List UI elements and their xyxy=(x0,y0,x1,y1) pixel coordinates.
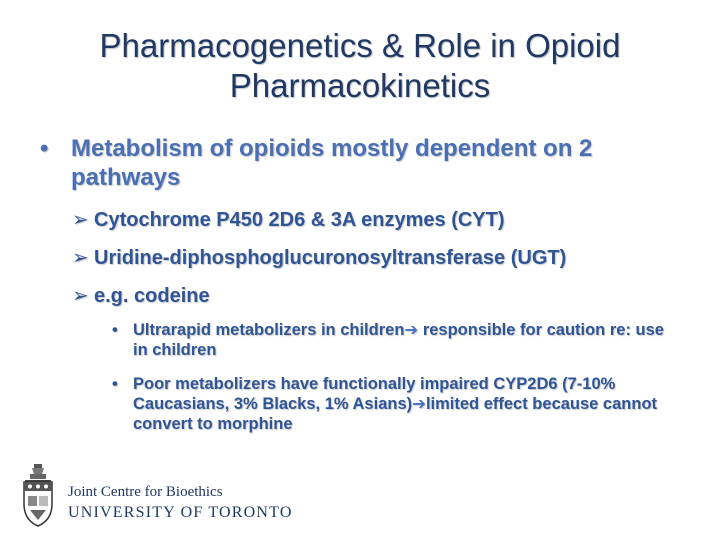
arrow-bullet-icon: ➢ xyxy=(72,247,89,269)
university-logo xyxy=(14,462,314,532)
subpoint-text: Cytochrome P450 2D6 & 3A enzymes (CYT) xyxy=(94,209,505,231)
right-arrow-icon: ➔ xyxy=(404,321,419,339)
arrow-bullet-icon: ➢ xyxy=(72,209,89,231)
subpoint-text: Uridine-diphosphoglucuronosyltransferase (UGT) xyxy=(94,247,567,269)
title-line-1: Pharmacogenetics & Role in Opioid xyxy=(99,27,621,64)
bullet-icon: • xyxy=(112,375,118,393)
detail-text-after: responsible for caution re: use in children xyxy=(133,321,664,359)
slide-title xyxy=(40,26,680,106)
university-crest-icon xyxy=(18,462,58,528)
detail-text xyxy=(133,374,678,434)
right-arrow-icon: ➔ xyxy=(412,395,426,413)
bullet-icon: • xyxy=(112,321,118,339)
bullet-text: Metabolism of opioids mostly dependent on 2 pathways xyxy=(71,135,593,191)
detail-text-after: limited effect because cannot convert to morphine xyxy=(133,395,658,433)
detail-text xyxy=(133,320,678,360)
subpoint-ugt xyxy=(72,245,566,271)
bullet-icon: • xyxy=(40,135,49,162)
subpoint-codeine xyxy=(72,283,210,309)
subpoint-text: e.g. codeine xyxy=(94,285,210,307)
title-line-2: Pharmacokinetics xyxy=(229,67,491,104)
arrow-bullet-icon: ➢ xyxy=(72,285,89,307)
detail-text-before: Poor metabolizers have functionally impaired CYP2D6 (7-10% Caucasians, 3% Blacks, 1% Asians) xyxy=(133,375,616,413)
logo-university-name: UNIVERSITY OF TORONTO xyxy=(68,504,293,521)
logo-centre-name: Joint Centre for Bioethics xyxy=(68,484,223,500)
detail-text-before: Ultrarapid metabolizers in children xyxy=(133,321,405,339)
subpoint-cytochrome xyxy=(72,207,505,233)
